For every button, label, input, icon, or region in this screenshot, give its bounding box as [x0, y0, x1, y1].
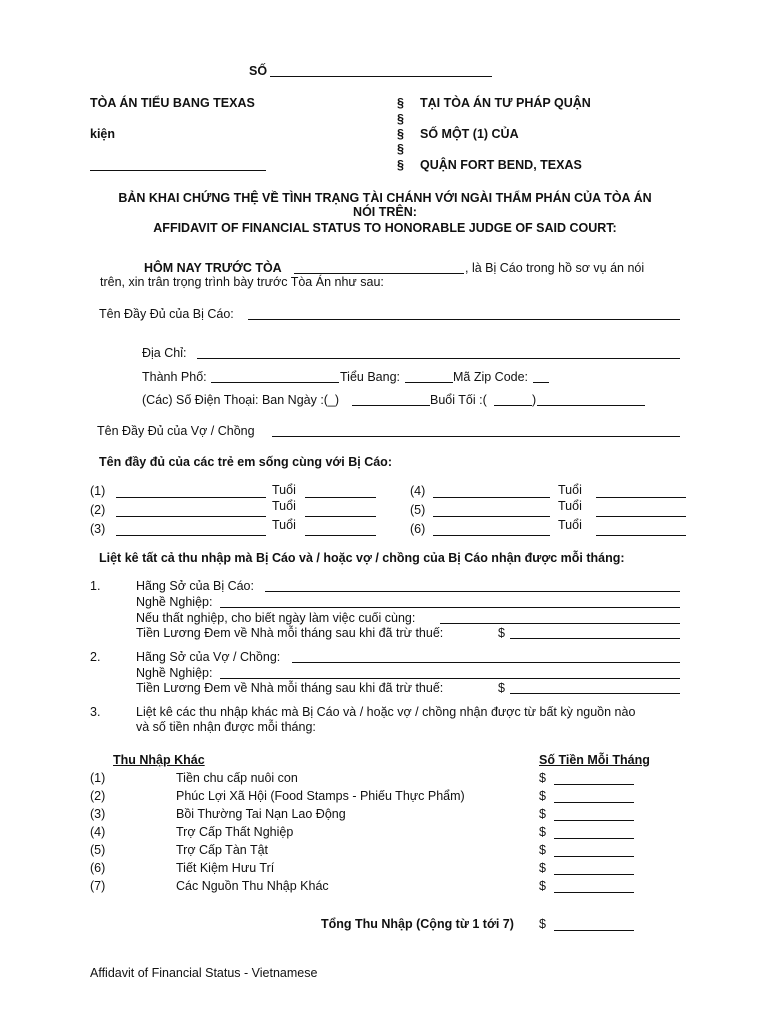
dollar-sign: $ — [539, 843, 546, 857]
item2-number: 2. — [90, 650, 101, 664]
other-income-row-label: Các Nguồn Thu Nhập Khác — [176, 879, 329, 893]
zip-label: Mã Zip Code: — [453, 370, 529, 384]
child-number: (5) — [410, 503, 426, 517]
other-income-row-number: (4) — [90, 825, 106, 839]
court-right-line1: TẠI TÒA ÁN TƯ PHÁP QUẬN — [420, 96, 591, 110]
other-income-row-label: Trợ Cấp Thất Nghiệp — [176, 825, 294, 839]
dollar-sign: $ — [498, 681, 505, 695]
address-label: Địa Chỉ: — [142, 346, 187, 360]
versus-label: kiện — [90, 127, 116, 141]
other-income-amount-field[interactable] — [554, 802, 634, 803]
item3-number: 3. — [90, 705, 101, 719]
spouse-label: Tên Đầy Đủ của Vợ / Chồng — [97, 424, 255, 438]
child-name-field[interactable] — [116, 497, 266, 498]
other-income-row-number: (1) — [90, 771, 106, 785]
city-field[interactable] — [211, 382, 339, 383]
state-field[interactable] — [405, 382, 453, 383]
footer-text: Affidavit of Financial Status - Vietnamese — [90, 966, 318, 980]
dollar-sign: $ — [539, 917, 546, 931]
intro-after-text: , là Bị Cáo trong hồ sơ vụ án nói — [465, 261, 645, 275]
intro-name-field[interactable] — [294, 273, 464, 274]
child-age-field[interactable] — [596, 535, 686, 536]
total-income-label: Tổng Thu Nhập (Cộng từ 1 tới 7) — [321, 917, 514, 931]
total-income-field[interactable] — [554, 930, 634, 931]
item2-pay-label: Tiền Lương Đem về Nhà mỗi tháng sau khi đã trừ thuế: — [136, 681, 444, 695]
item2-occupation-label: Nghề Nghiệp: — [136, 666, 213, 680]
section-symbol: § — [397, 158, 404, 172]
child-age-field[interactable] — [305, 535, 376, 536]
phones-label: (Các) Số Điện Thoại: Ban Ngày :(_) — [142, 393, 340, 407]
dollar-sign: $ — [539, 789, 546, 803]
child-age-field[interactable] — [596, 497, 686, 498]
evening-phone-field[interactable] — [537, 405, 645, 406]
age-label: Tuổi — [272, 499, 296, 513]
item2-employer-field[interactable] — [292, 662, 680, 663]
item1-number: 1. — [90, 579, 101, 593]
item2-employer-label: Hãng Sở của Vợ / Chồng: — [136, 650, 281, 664]
other-income-row-number: (7) — [90, 879, 106, 893]
other-income-row-label: Tiết Kiệm Hưu Trí — [176, 861, 275, 875]
intro-before-label: HÔM NAY TRƯỚC TÒA — [144, 261, 282, 275]
age-label: Tuổi — [272, 518, 296, 532]
daytime-phone-field[interactable] — [352, 405, 430, 406]
city-label: Thành Phố: — [142, 370, 207, 384]
intro-line2: trên, xin trân trọng trình bày trước Tòa Án như sau: — [100, 275, 384, 289]
item1-employer-label: Hãng Sở của Bị Cáo: — [136, 579, 254, 593]
age-label: Tuổi — [272, 483, 296, 497]
item1-pay-label: Tiền Lương Đem về Nhà mỗi tháng sau khi đã trừ thuế: — [136, 626, 444, 640]
evening-paren: ) — [532, 393, 537, 407]
other-income-amount-field[interactable] — [554, 784, 634, 785]
section-symbol: § — [397, 112, 404, 126]
other-income-row-number: (5) — [90, 843, 106, 857]
court-right-line2: SỐ MỘT (1) CỦA — [420, 127, 519, 141]
child-number: (1) — [90, 484, 106, 498]
child-number: (2) — [90, 503, 106, 517]
state-label: Tiểu Bang: — [340, 370, 400, 384]
section-symbol: § — [397, 96, 404, 110]
age-label: Tuổi — [558, 518, 582, 532]
other-income-row-number: (6) — [90, 861, 106, 875]
defendant-name-line[interactable] — [90, 170, 266, 171]
evening-area-field[interactable] — [494, 405, 532, 406]
other-income-row-number: (2) — [90, 789, 106, 803]
evening-label: Buổi Tối :( — [430, 393, 487, 407]
child-name-field[interactable] — [116, 516, 266, 517]
other-income-row-label: Trợ Cấp Tàn Tật — [176, 843, 269, 857]
item1-occupation-field[interactable] — [220, 607, 680, 608]
age-label: Tuổi — [558, 483, 582, 497]
other-income-amount-field[interactable] — [554, 820, 634, 821]
other-income-row-label: Phúc Lợi Xã Hội (Food Stamps - Phiếu Thực Phẩm) — [176, 789, 465, 803]
court-left-title: TÒA ÁN TIỂU BANG TEXAS — [90, 96, 255, 110]
dollar-sign: $ — [539, 771, 546, 785]
defendant-name-field[interactable] — [248, 319, 680, 320]
other-income-amount-field[interactable] — [554, 892, 634, 893]
title-vi-line2: NÓI TRÊN: — [353, 205, 417, 219]
child-name-field[interactable] — [433, 516, 550, 517]
children-heading: Tên đầy đủ của các trẻ em sống cùng với Bị Cáo: — [99, 455, 392, 469]
dollar-sign: $ — [498, 626, 505, 640]
other-income-amount-field[interactable] — [554, 874, 634, 875]
other-income-row-label: Tiền chu cấp nuôi con — [176, 771, 298, 785]
title-vi-line1: BẢN KHAI CHỨNG THỆ VỀ TÌNH TRẠNG TÀI CHÁNH VỚI NGÀI THẨM PHÁN CỦA TÒA ÁN — [118, 191, 652, 205]
child-age-field[interactable] — [305, 497, 376, 498]
zip-field[interactable] — [533, 382, 549, 383]
other-income-amount-field[interactable] — [554, 838, 634, 839]
other-income-col-source: Thu Nhập Khác — [113, 753, 205, 767]
spouse-field[interactable] — [272, 436, 680, 437]
child-number: (4) — [410, 484, 426, 498]
item1-occupation-label: Nghề Nghiệp: — [136, 595, 213, 609]
item1-pay-field[interactable] — [510, 638, 680, 639]
other-income-row-number: (3) — [90, 807, 106, 821]
defendant-name-label: Tên Đầy Đủ của Bị Cáo: — [99, 307, 234, 321]
other-income-col-amount: Số Tiền Mỗi Tháng — [539, 753, 650, 767]
item1-unemployed-label: Nếu thất nghiệp, cho biết ngày làm việc cuối cùng: — [136, 611, 416, 625]
dollar-sign: $ — [539, 879, 546, 893]
item1-last-work-date-field[interactable] — [440, 623, 680, 624]
section-symbol: § — [397, 142, 404, 156]
other-income-amount-field[interactable] — [554, 856, 634, 857]
address-field[interactable] — [197, 358, 680, 359]
other-income-row-label: Bồi Thường Tai Nạn Lao Động — [176, 807, 346, 821]
dollar-sign: $ — [539, 861, 546, 875]
child-age-field[interactable] — [596, 516, 686, 517]
case-number-field[interactable] — [270, 76, 492, 77]
child-name-field[interactable] — [116, 535, 266, 536]
child-name-field[interactable] — [433, 497, 550, 498]
income-heading: Liệt kê tất cả thu nhập mà Bị Cáo và / hoặc vợ / chồng của Bị Cáo nhận được mỗi tháng: — [99, 551, 625, 565]
item3-line2: và số tiền nhận được mỗi tháng: — [136, 720, 316, 734]
child-name-field[interactable] — [433, 535, 550, 536]
child-number: (6) — [410, 522, 426, 536]
item1-employer-field[interactable] — [265, 591, 680, 592]
item3-line1: Liệt kê các thu nhập khác mà Bị Cáo và / hoặc vợ / chồng nhận được từ bất kỳ nguồn nào — [136, 705, 636, 719]
court-right-line3: QUẬN FORT BEND, TEXAS — [420, 158, 582, 172]
case-number-label: SỐ — [249, 64, 268, 78]
section-symbol: § — [397, 127, 404, 141]
title-en: AFFIDAVIT OF FINANCIAL STATUS TO HONORABLE JUDGE OF SAID COURT: — [153, 221, 617, 235]
item2-pay-field[interactable] — [510, 693, 680, 694]
child-number: (3) — [90, 522, 106, 536]
age-label: Tuổi — [558, 499, 582, 513]
dollar-sign: $ — [539, 825, 546, 839]
child-age-field[interactable] — [305, 516, 376, 517]
item2-occupation-field[interactable] — [220, 678, 680, 679]
dollar-sign: $ — [539, 807, 546, 821]
